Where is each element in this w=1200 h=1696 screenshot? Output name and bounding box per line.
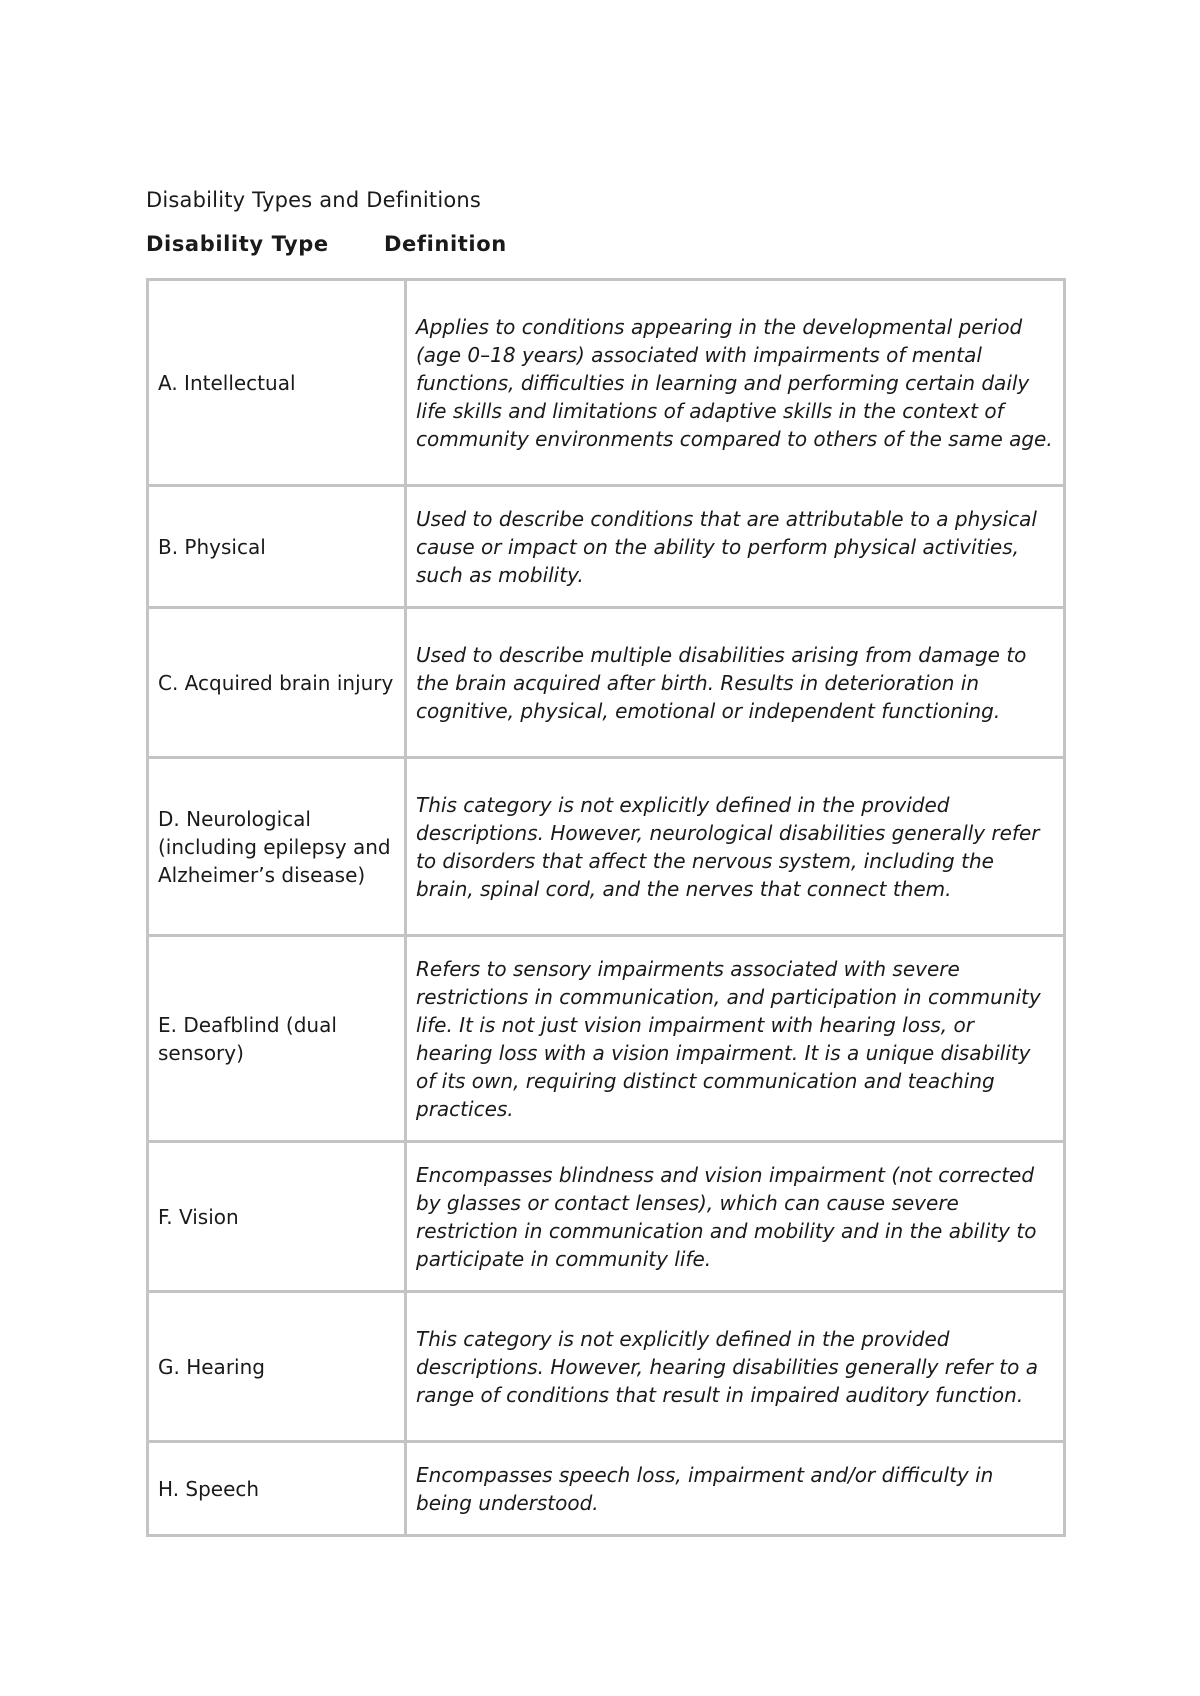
header-definition: Definition: [384, 232, 507, 256]
disability-type-cell: B. Physical: [148, 486, 406, 608]
table-row: [148, 1142, 1065, 1292]
table-row: [148, 608, 1065, 758]
table-header: [146, 232, 1066, 264]
table-row: [148, 1442, 1065, 1536]
table-row: [148, 758, 1065, 936]
disability-type-cell: G. Hearing: [148, 1292, 406, 1442]
definition-cell: Refers to sensory impairments associated with severe restrictions in communication, and participation in community life. It is not just vision impairment with hearing loss, or hearing loss with a vision impairment. It is a unique disability of its own, requiring distinct communication and teaching practices.: [406, 936, 1065, 1142]
definition-cell: Applies to conditions appearing in the developmental period (age 0–18 years) associated with impairments of mental functions, difficulties in learning and performing certain daily life skills and limitations of adaptive skills in the context of community environments compared to others of the same age.: [406, 280, 1065, 486]
table-row: [148, 1292, 1065, 1442]
disability-type-cell: D. Neurological (including epilepsy and Alzheimer’s disease): [148, 758, 406, 936]
definition-cell: This category is not explicitly defined in the provided descriptions. However, neurological disabilities generally refer to disorders that affect the nervous system, including the brain, spinal cord, and the nerves that connect them.: [406, 758, 1065, 936]
definitions-table: [146, 278, 1066, 1537]
definition-cell: Encompasses speech loss, impairment and/or difficulty in being understood.: [406, 1442, 1065, 1536]
definition-cell: Used to describe multiple disabilities arising from damage to the brain acquired after birth. Results in deterioration in cognitive, physical, emotional or independent functioning.: [406, 608, 1065, 758]
table-row: [148, 936, 1065, 1142]
table-row: [148, 280, 1065, 486]
table-row: [148, 486, 1065, 608]
disability-type-cell: F. Vision: [148, 1142, 406, 1292]
definition-cell: This category is not explicitly defined in the provided descriptions. However, hearing disabilities generally refer to a range of conditions that result in impaired auditory function.: [406, 1292, 1065, 1442]
disability-type-cell: A. Intellectual: [148, 280, 406, 486]
definition-cell: Used to describe conditions that are attributable to a physical cause or impact on the ability to perform physical activities, such as mobility.: [406, 486, 1065, 608]
disability-type-cell: E. Deafblind (dual sensory): [148, 936, 406, 1142]
page-title: Disability Types and Definitions: [146, 188, 482, 212]
definition-cell: Encompasses blindness and vision impairment (not corrected by glasses or contact lenses), which can cause severe restriction in communication and mobility and in the ability to participate in community life.: [406, 1142, 1065, 1292]
disability-type-cell: H. Speech: [148, 1442, 406, 1536]
disability-type-cell: C. Acquired brain injury: [148, 608, 406, 758]
header-disability-type: Disability Type: [146, 232, 329, 256]
